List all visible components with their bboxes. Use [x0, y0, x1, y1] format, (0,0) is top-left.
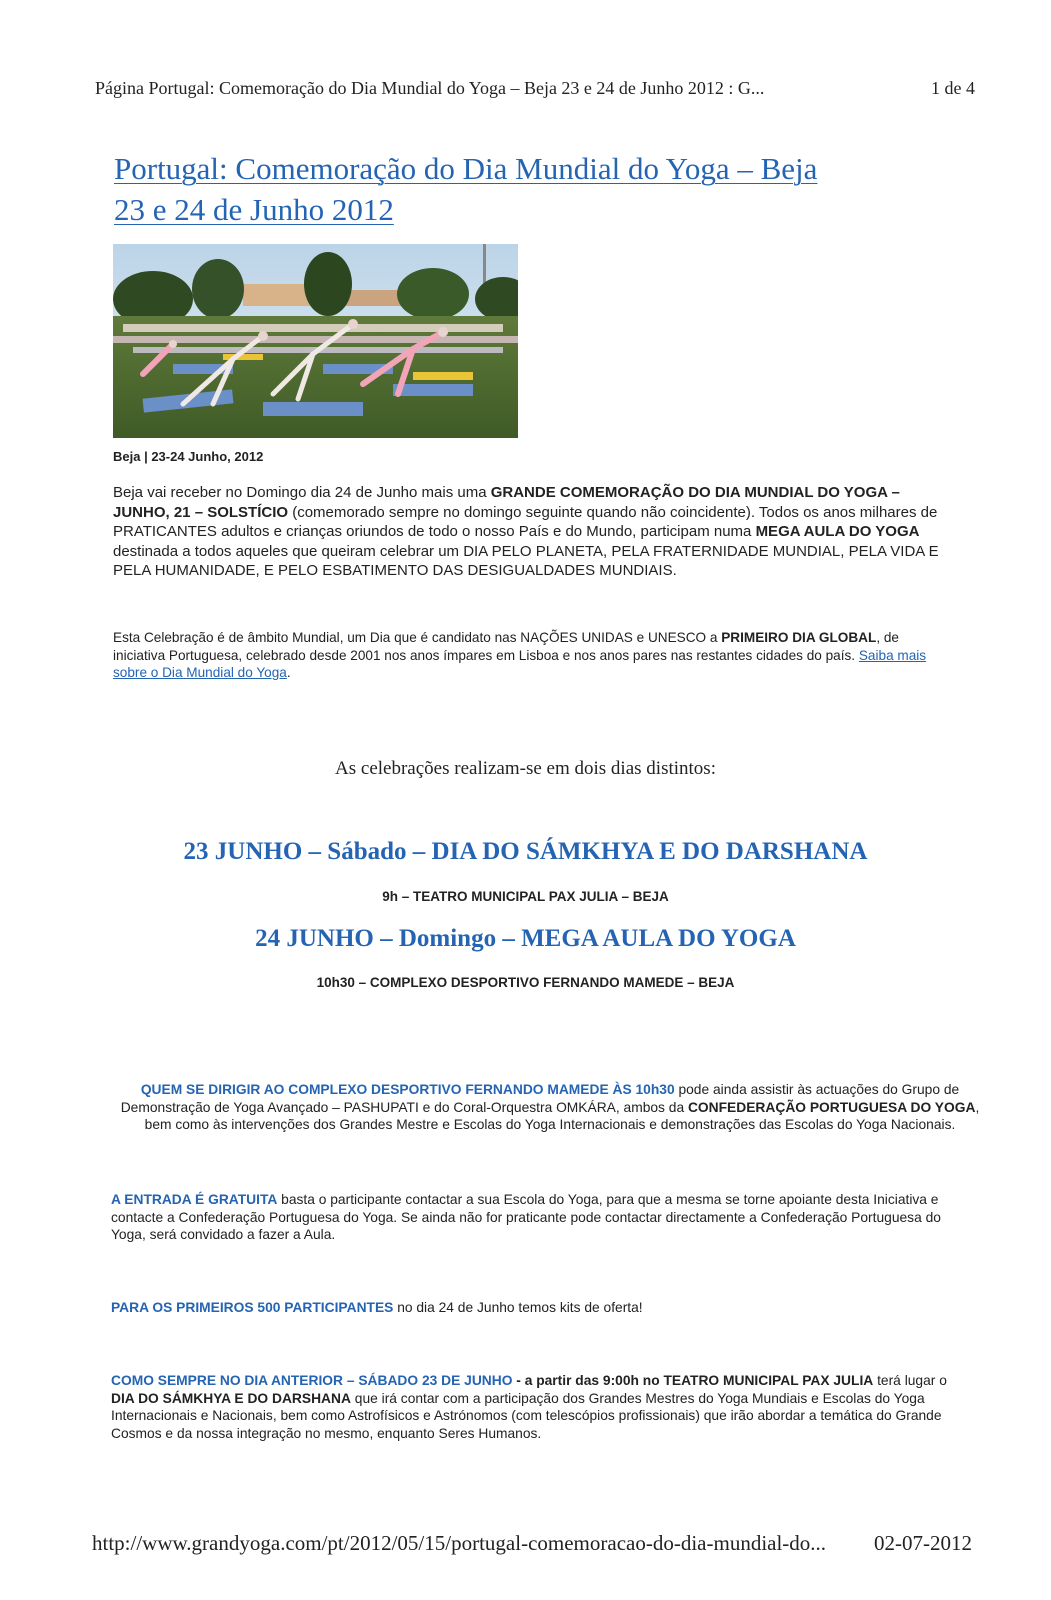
footer-date: 02-07-2012	[874, 1531, 972, 1555]
day1-heading: 23 JUNHO – Sábado – DIA DO SÁMKHYA E DO DARSHANA	[183, 838, 868, 865]
footer-url: http://www.grandyoga.com/pt/2012/05/15/portugal-comemoracao-do-dia-mundial-do...	[92, 1531, 827, 1555]
print-header-title: Página Portugal: Comemoração do Dia Mundial do Yoga – Beja 23 e 24 de Junho 2012 : G...	[95, 78, 765, 98]
article-title-line1[interactable]: Portugal: Comemoração do Dia Mundial do Yoga – Beja	[114, 151, 818, 186]
days-intro: As celebrações realizam-se em dois dias distintos:	[335, 758, 716, 779]
first-500-paragraph: PARA OS PRIMEIROS 500 PARTICIPANTES no dia 24 de Junho temos kits de oferta!	[111, 1300, 643, 1315]
article-title[interactable]	[114, 148, 934, 230]
article-title-line2[interactable]: 23 e 24 de Junho 2012	[114, 192, 394, 227]
complex-paragraph: QUEM SE DIRIGIR AO COMPLEXO DESPORTIVO FERNANDO MAMEDE ÀS 10h30 pode ainda assistir às actuações do Grupo de Demonstração de Yoga Avançado – PASHUPATI e do Coral-Orquestra OMKÁRA, ambos da CONFEDERAÇÃO PORTUGUESA DO YOGA, bem como às intervenções dos Grandes Mestre e Escolas do Yoga Internacionais e demonstrações das Escolas do Yoga Nacionais.	[120, 1082, 980, 1132]
print-header	[95, 78, 975, 99]
day2-venue: 10h30 – COMPLEXO DESPORTIVO FERNANDO MAMEDE – BEJA	[316, 975, 735, 990]
yoga-crowd-image	[113, 244, 518, 438]
print-footer	[92, 1531, 972, 1556]
intro-paragraph: Beja vai receber no Domingo dia 24 de Junho mais uma GRANDE COMEMORAÇÃO DO DIA MUNDIAL DO YOGA – JUNHO, 21 – SOLSTÍCIO (comemorado sempre no domingo seguinte quando não coincidente). Todos os anos milhares de PRATICANTES adultos e crianças oriundos de todo o nosso País e do Mundo, participam numa MEGA AULA DO YOGA destinada a todos aqueles que queiram celebrar um DIA PELO PLANETA, PELA FRATERNIDADE MUNDIAL, PELA VIDA E PELA HUMANIDADE, E PELO ESBATIMENTO DAS DESIGUALDADES MUNDIAIS.	[113, 484, 939, 579]
place-date: Beja | 23-24 Junho, 2012	[113, 449, 264, 464]
day-before-paragraph: COMO SEMPRE NO DIA ANTERIOR – SÁBADO 23 DE JUNHO - a partir das 9:00h no TEATRO MUNICIPAL PAX JULIA terá lugar o DIA DO SÁMKHYA E DO DARSHANA que irá contar com a participação dos Grandes Mestres do Yoga Mundiais e Escolas do Yoga Internacionais e Nacionais, bem como Astrofísicos e Astrónomos (com telescópios profissionais) que irão abordar a temática do Grande Cosmos e da nossa integração no mesmo, enquanto Seres Humanos.	[111, 1373, 947, 1441]
free-entry-paragraph: A ENTRADA É GRATUITA basta o participante contactar a sua Escola do Yoga, para que a mesma se torne apoiante desta Iniciativa e contacte a Confederação Portuguesa do Yoga. Se ainda não for praticante pode contactar directamente a Confederação Portuguesa do Yoga, será convidado a fazer a Aula.	[111, 1192, 941, 1242]
yoga-event-photo	[113, 244, 518, 438]
page-number: 1 de 4	[931, 78, 975, 98]
learn-more-link[interactable]: Saiba mais sobre o Dia Mundial do Yoga	[113, 647, 927, 680]
celebration-paragraph: Esta Celebração é de âmbito Mundial, um Dia que é candidato nas NAÇÕES UNIDAS e UNESCO a PRIMEIRO DIA GLOBAL, de iniciativa Portuguesa, celebrado desde 2001 nos anos ímpares em Lisboa e nos anos pares nas restantes cidades do país. Saiba mais sobre o Dia Mundial do Yoga.	[113, 630, 927, 680]
day1-venue: 9h – TEATRO MUNICIPAL PAX JULIA – BEJA	[382, 889, 669, 904]
day2-heading: 24 JUNHO – Domingo – MEGA AULA DO YOGA	[255, 925, 796, 952]
